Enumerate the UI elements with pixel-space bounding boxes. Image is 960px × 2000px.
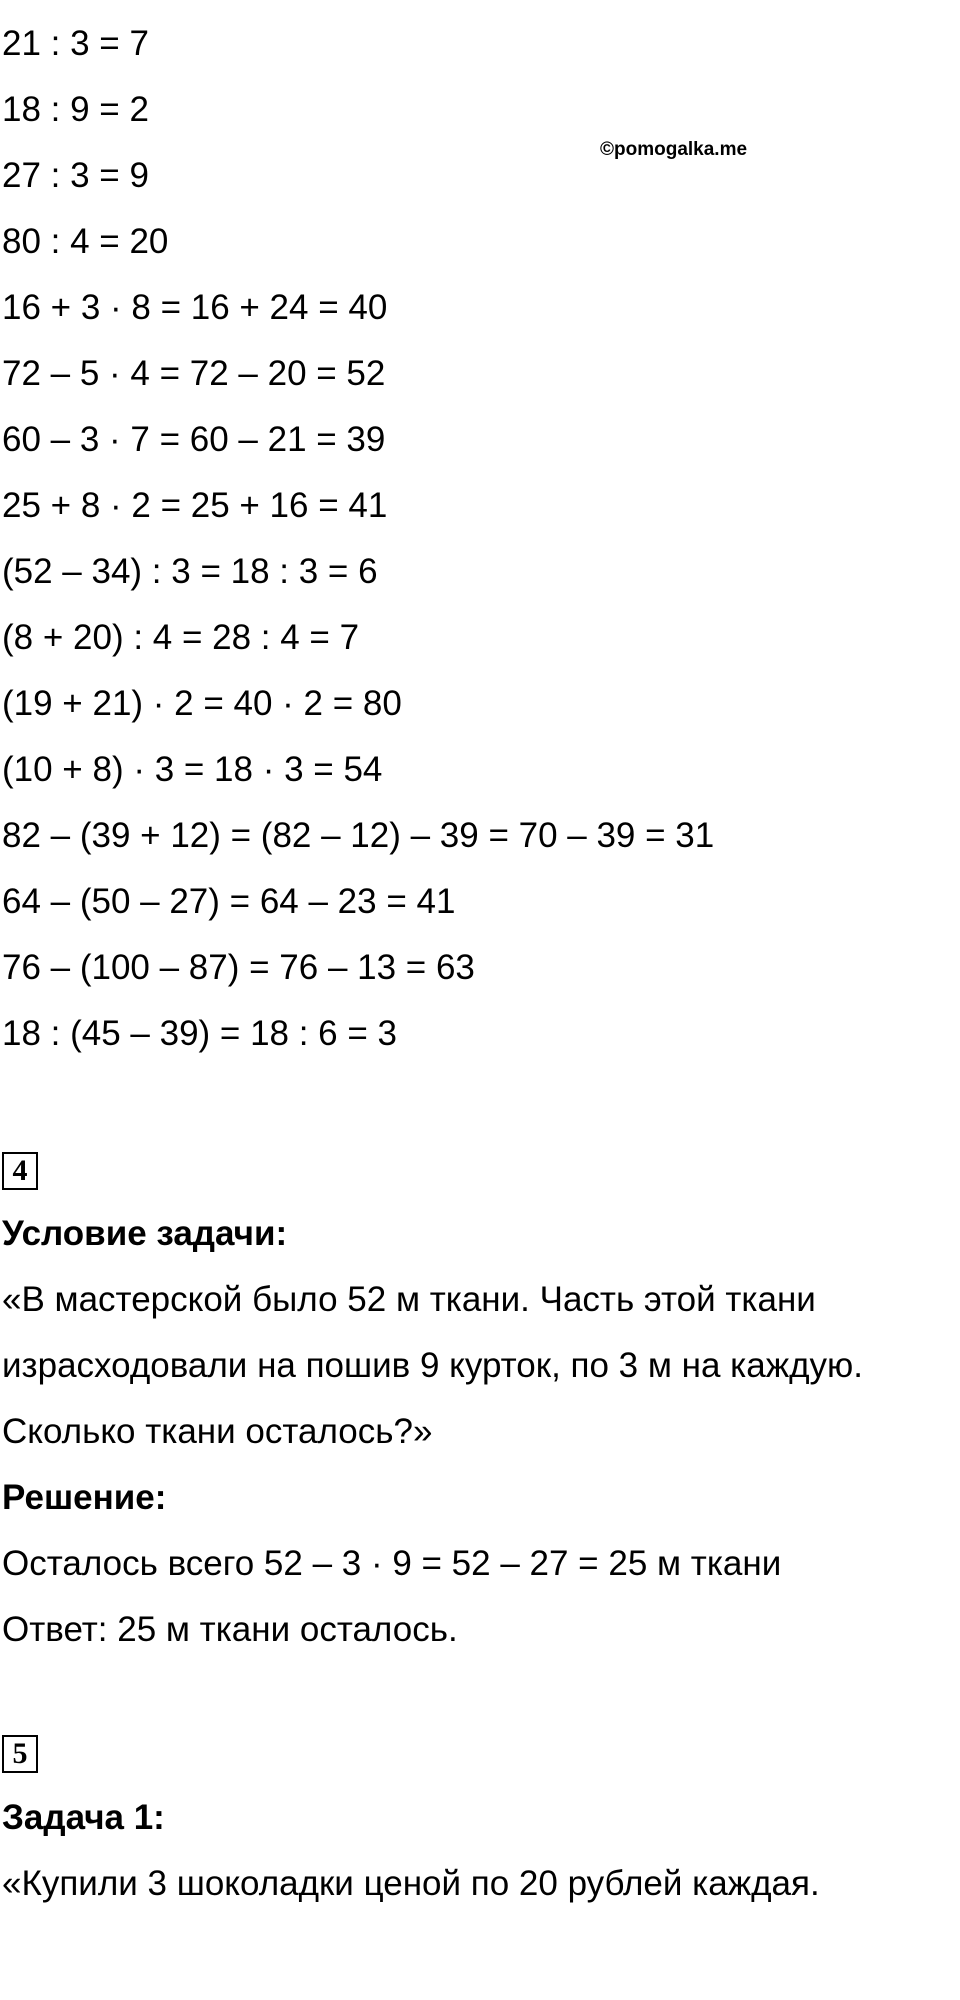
equation-line: 60 – 3 · 7 = 60 – 21 = 39 xyxy=(2,420,386,459)
equation-line: (52 – 34) : 3 = 18 : 3 = 6 xyxy=(2,552,378,591)
condition-line: «В мастерской было 52 м ткани. Часть этой ткани xyxy=(2,1280,816,1319)
equation-line: (8 + 20) : 4 = 28 : 4 = 7 xyxy=(2,618,360,657)
condition-heading: Условие задачи: xyxy=(2,1214,288,1253)
task-text-line: «Купили 3 шоколадки ценой по 20 рублей каждая. xyxy=(2,1864,820,1903)
equation-line: 82 – (39 + 12) = (82 – 12) – 39 = 70 – 39 = 31 xyxy=(2,816,715,855)
equation-line: 21 : 3 = 7 xyxy=(2,24,149,63)
condition-line: Сколько ткани осталось?» xyxy=(2,1412,433,1451)
task-number-box: 4 xyxy=(2,1152,38,1190)
condition-line: израсходовали на пошив 9 курток, по 3 м на каждую. xyxy=(2,1346,864,1385)
equation-line: (19 + 21) · 2 = 40 · 2 = 80 xyxy=(2,684,402,723)
solution-line: Осталось всего 52 – 3 · 9 = 52 – 27 = 25 м ткани xyxy=(2,1544,782,1583)
equation-line: 80 : 4 = 20 xyxy=(2,222,169,261)
equation-line: 18 : (45 – 39) = 18 : 6 = 3 xyxy=(2,1014,397,1053)
equation-line: 27 : 3 = 9 xyxy=(2,156,149,195)
equation-line: 18 : 9 = 2 xyxy=(2,90,149,129)
task-heading: Задача 1: xyxy=(2,1798,165,1837)
equation-line: (10 + 8) · 3 = 18 · 3 = 54 xyxy=(2,750,383,789)
equation-line: 25 + 8 · 2 = 25 + 16 = 41 xyxy=(2,486,388,525)
equation-line: 64 – (50 – 27) = 64 – 23 = 41 xyxy=(2,882,456,921)
equation-line: 76 – (100 – 87) = 76 – 13 = 63 xyxy=(2,948,475,987)
equation-line: 72 – 5 · 4 = 72 – 20 = 52 xyxy=(2,354,386,393)
equation-line: 16 + 3 · 8 = 16 + 24 = 40 xyxy=(2,288,388,327)
watermark: ©pomogalka.me xyxy=(600,139,748,160)
task-number-box: 5 xyxy=(2,1735,38,1773)
solution-heading: Решение: xyxy=(2,1478,167,1517)
answer-line: Ответ: 25 м ткани осталось. xyxy=(2,1610,458,1649)
